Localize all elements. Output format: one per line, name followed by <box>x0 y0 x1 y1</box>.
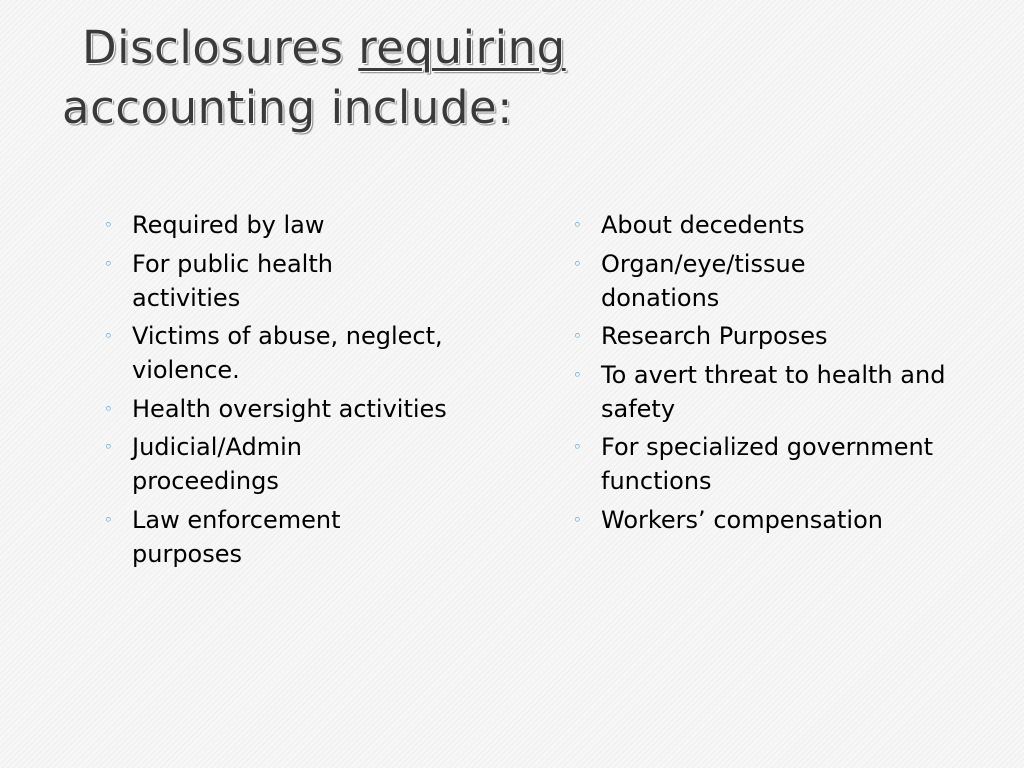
bullet-ring-icon: ◦ <box>573 327 582 345</box>
left-bullet-list <box>104 208 504 575</box>
bullet-ring-icon: ◦ <box>573 216 582 234</box>
list-item-text: Law enforcement purposes <box>132 505 341 568</box>
list-item-text: Organ/eye/tissue donations <box>601 249 806 312</box>
title-line-1 <box>62 18 962 78</box>
bullet-ring-icon: ◦ <box>104 254 113 273</box>
bullet-ring-icon: ◦ <box>573 510 582 529</box>
list-item-text: For public health activities <box>132 249 333 312</box>
bullet-ring-icon: ◦ <box>104 438 113 456</box>
list-item-text: Judicial/Admin proceedings <box>132 433 303 495</box>
list-item <box>104 430 377 498</box>
list-item-text: To avert threat to health and safety <box>601 360 946 423</box>
bullet-ring-icon: ◦ <box>104 327 113 345</box>
title-line-2: accounting include: <box>62 81 513 134</box>
list-item <box>104 247 397 315</box>
bullet-ring-icon: ◦ <box>104 216 113 234</box>
list-item <box>573 430 946 498</box>
bullet-ring-icon: ◦ <box>573 365 582 384</box>
list-item-text: Research Purposes <box>601 322 828 350</box>
list-item <box>573 358 971 426</box>
list-item-text: About decedents <box>601 211 805 239</box>
list-item <box>104 208 504 242</box>
list-item-text: For specialized government functions <box>601 433 934 495</box>
title-part-1: Disclosures <box>82 21 359 74</box>
list-item-text: Victims of abuse, neglect, violence. <box>132 322 443 384</box>
list-item-text: Workers’ compensation <box>601 505 883 534</box>
right-bullet-list <box>573 208 958 541</box>
list-item <box>573 208 958 242</box>
bullet-ring-icon: ◦ <box>573 254 582 273</box>
list-item <box>104 503 402 571</box>
list-item <box>104 392 504 426</box>
list-item-text: Health oversight activities <box>132 394 447 423</box>
list-item <box>573 247 871 315</box>
bullet-ring-icon: ◦ <box>573 438 582 456</box>
list-item <box>573 503 958 537</box>
list-item-text: Required by law <box>132 211 325 239</box>
list-item <box>104 319 504 387</box>
list-item <box>573 319 958 353</box>
title-underlined-word: requiring <box>358 21 566 74</box>
bullet-ring-icon: ◦ <box>104 399 113 418</box>
bullet-ring-icon: ◦ <box>104 510 113 529</box>
slide-title <box>62 18 962 138</box>
